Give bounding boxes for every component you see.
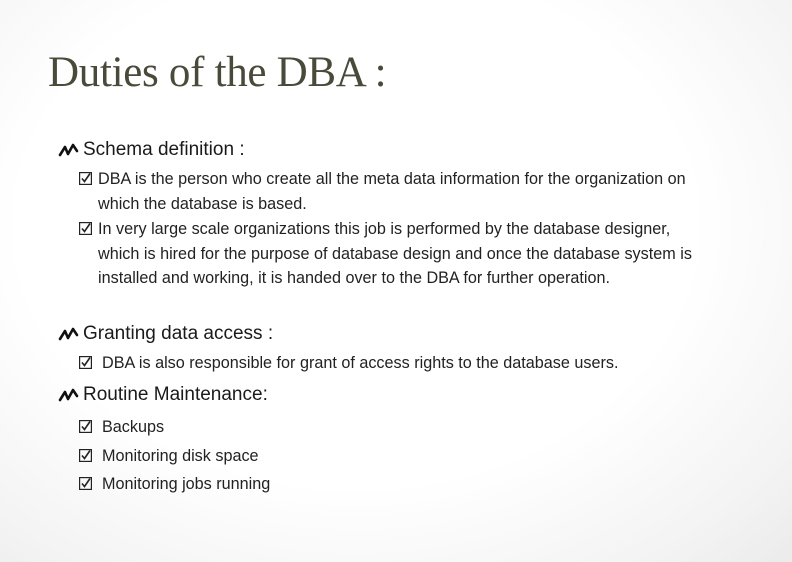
heading-text: Routine Maintenance: (83, 384, 268, 405)
list-item (58, 442, 778, 471)
checkbox-checked-icon (79, 449, 92, 462)
checkbox-checked-icon (79, 356, 92, 369)
item-text: Monitoring jobs running (102, 475, 271, 493)
section-heading (58, 138, 778, 162)
page-title: Duties of the DBA : (48, 49, 387, 96)
section-schema-definition (58, 138, 778, 291)
heading-text: Granting data access : (83, 323, 274, 344)
item-text: DBA is the person who create all the meta data information for the organization on which the database is based. (98, 170, 686, 213)
squiggle-bullet-icon (58, 386, 80, 404)
checkbox-checked-icon (79, 172, 92, 185)
checkbox-checked-icon (79, 420, 92, 433)
squiggle-bullet-icon (58, 325, 80, 343)
item-text: Monitoring disk space (102, 446, 259, 465)
section-heading (58, 322, 778, 346)
checkbox-checked-icon (79, 477, 92, 490)
section-routine-maintenance (58, 383, 778, 499)
list-item (58, 413, 778, 442)
list-item (58, 351, 778, 376)
item-text: Backups (102, 418, 165, 436)
section-granting-data-access (58, 322, 778, 376)
squiggle-bullet-icon (58, 141, 80, 159)
item-text: In very large scale organizations this job is performed by the database designer, which is hired for the purpose of database design and once the database system is installed and working, it is handed over to the DBA for further operation. (98, 220, 692, 287)
heading-text: Schema definition : (83, 139, 245, 160)
list-item (58, 470, 778, 499)
section-heading (58, 383, 778, 407)
item-text: DBA is also responsible for grant of access rights to the database users. (102, 354, 619, 372)
checkbox-checked-icon (79, 222, 92, 235)
list-item (58, 167, 778, 216)
list-item (58, 217, 778, 291)
